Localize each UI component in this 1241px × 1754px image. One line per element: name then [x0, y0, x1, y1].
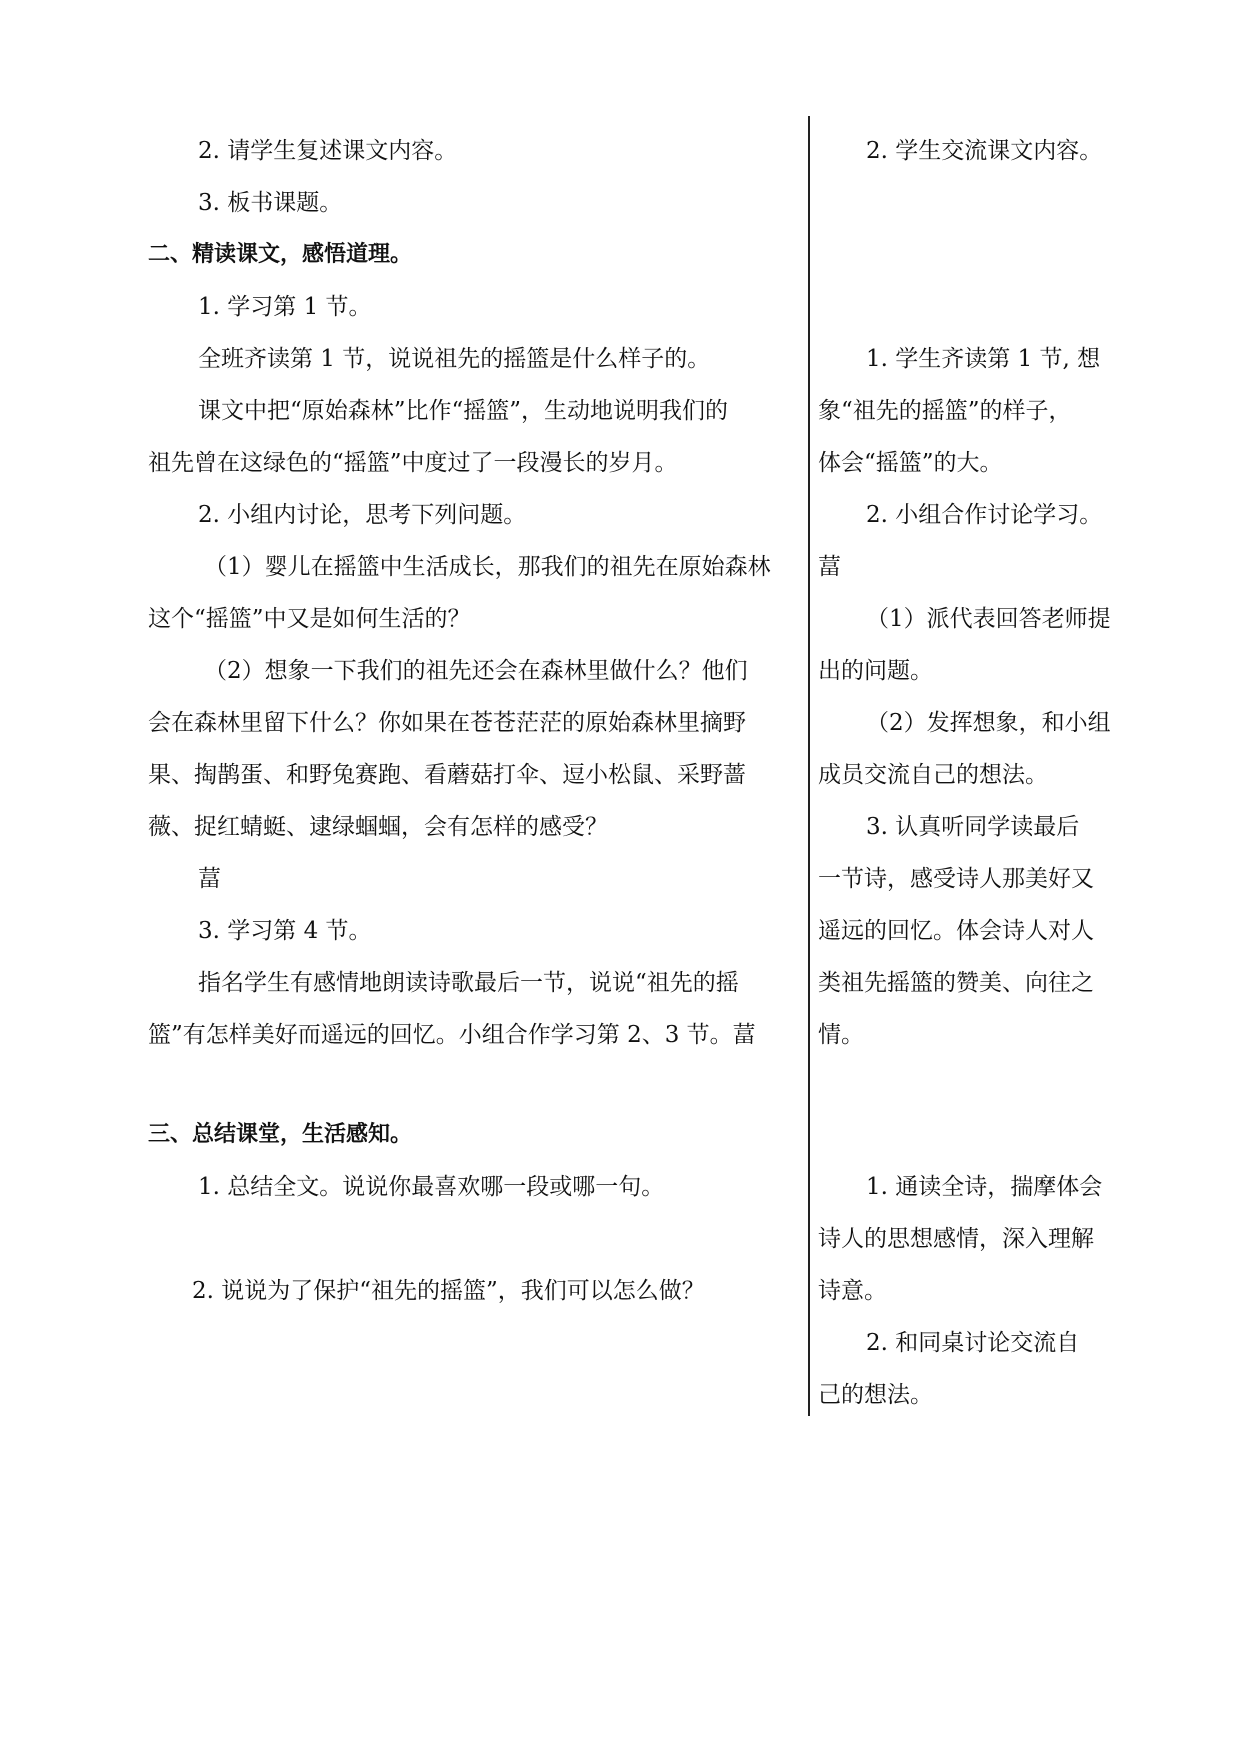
text-line: 2. 学生交流课文内容。 — [866, 138, 1103, 164]
text-line: 3. 认真听同学读最后 — [866, 814, 1080, 840]
text-line: 象“祖先的摇篮”的样子， — [818, 398, 1072, 424]
section-heading: 三、总结课堂，生活感知。 — [148, 1122, 413, 1147]
text-line: 1. 学习第 1 节。 — [198, 294, 372, 320]
text-line: 己的想法。 — [818, 1382, 933, 1408]
text-line: 1. 学生齐读第 1 节, 想 — [866, 346, 1101, 372]
text-line: 会在森林里留下什么？你如果在苍苍茫茫的原始森林里摘野 — [148, 710, 746, 736]
text-line: 2. 说说为了保护“祖先的摇篮”，我们可以怎么做？ — [192, 1278, 705, 1304]
text-line: 全班齐读第 1 节，说说祖先的摇篮是什么样子的。 — [198, 346, 711, 372]
text-line: 葍 — [818, 554, 841, 580]
text-line: 遥远的回忆。体会诗人对人 — [818, 918, 1094, 944]
text-line: 果、掏鹊蛋、和野兔赛跑、看蘑菇打伞、逗小松鼠、采野蔷 — [148, 762, 746, 788]
text-line: 2. 小组合作讨论学习。 — [866, 502, 1103, 528]
text-line: 出的问题。 — [818, 658, 933, 684]
text-line: 一节诗，感受诗人那美好又 — [818, 866, 1094, 892]
text-line: 1. 通读全诗，揣摩体会 — [866, 1174, 1103, 1200]
text-line: 情。 — [818, 1022, 864, 1048]
text-line: （2）发挥想象，和小组 — [866, 710, 1111, 736]
text-line: 诗意。 — [818, 1278, 887, 1304]
text-line: 体会“摇篮”的大。 — [818, 450, 1003, 476]
text-line: 课文中把“原始森林”比作“摇篮”，生动地说明我们的 — [198, 398, 729, 424]
text-line: 2. 请学生复述课文内容。 — [198, 138, 458, 164]
text-line: 3. 学习第 4 节。 — [198, 918, 372, 944]
text-line: 篮”有怎样美好而遥远的回忆。小组合作学习第 2、3 节。葍 — [148, 1022, 756, 1048]
text-line: 成员交流自己的想法。 — [818, 762, 1048, 788]
text-line: 3. 板书课题。 — [198, 190, 343, 216]
text-line: 1. 总结全文。说说你最喜欢哪一段或哪一句。 — [198, 1174, 665, 1200]
text-line: 诗人的思想感情，深入理解 — [818, 1226, 1094, 1252]
text-line: （1）婴儿在摇篮中生活成长，那我们的祖先在原始森林 — [204, 554, 771, 580]
text-line: 薇、捉红蜻蜓、逮绿蝈蝈，会有怎样的感受？ — [148, 814, 608, 840]
section-heading: 二、精读课文，感悟道理。 — [148, 242, 413, 267]
text-line: 这个“摇篮”中又是如何生活的？ — [148, 606, 471, 632]
text-line: （2）想象一下我们的祖先还会在森林里做什么？他们 — [204, 658, 748, 684]
text-line: 类祖先摇篮的赞美、向往之 — [818, 970, 1094, 996]
text-line: 2. 小组内讨论，思考下列问题。 — [198, 502, 527, 528]
text-line: （1）派代表回答老师提 — [866, 606, 1111, 632]
text-line: 祖先曾在这绿色的“摇篮”中度过了一段漫长的岁月。 — [148, 450, 678, 476]
text-line: 指名学生有感情地朗读诗歌最后一节，说说“祖先的摇 — [198, 970, 739, 996]
text-line: 2. 和同桌讨论交流自 — [866, 1330, 1080, 1356]
text-line: 葍 — [198, 866, 221, 892]
column-divider — [808, 116, 810, 1416]
